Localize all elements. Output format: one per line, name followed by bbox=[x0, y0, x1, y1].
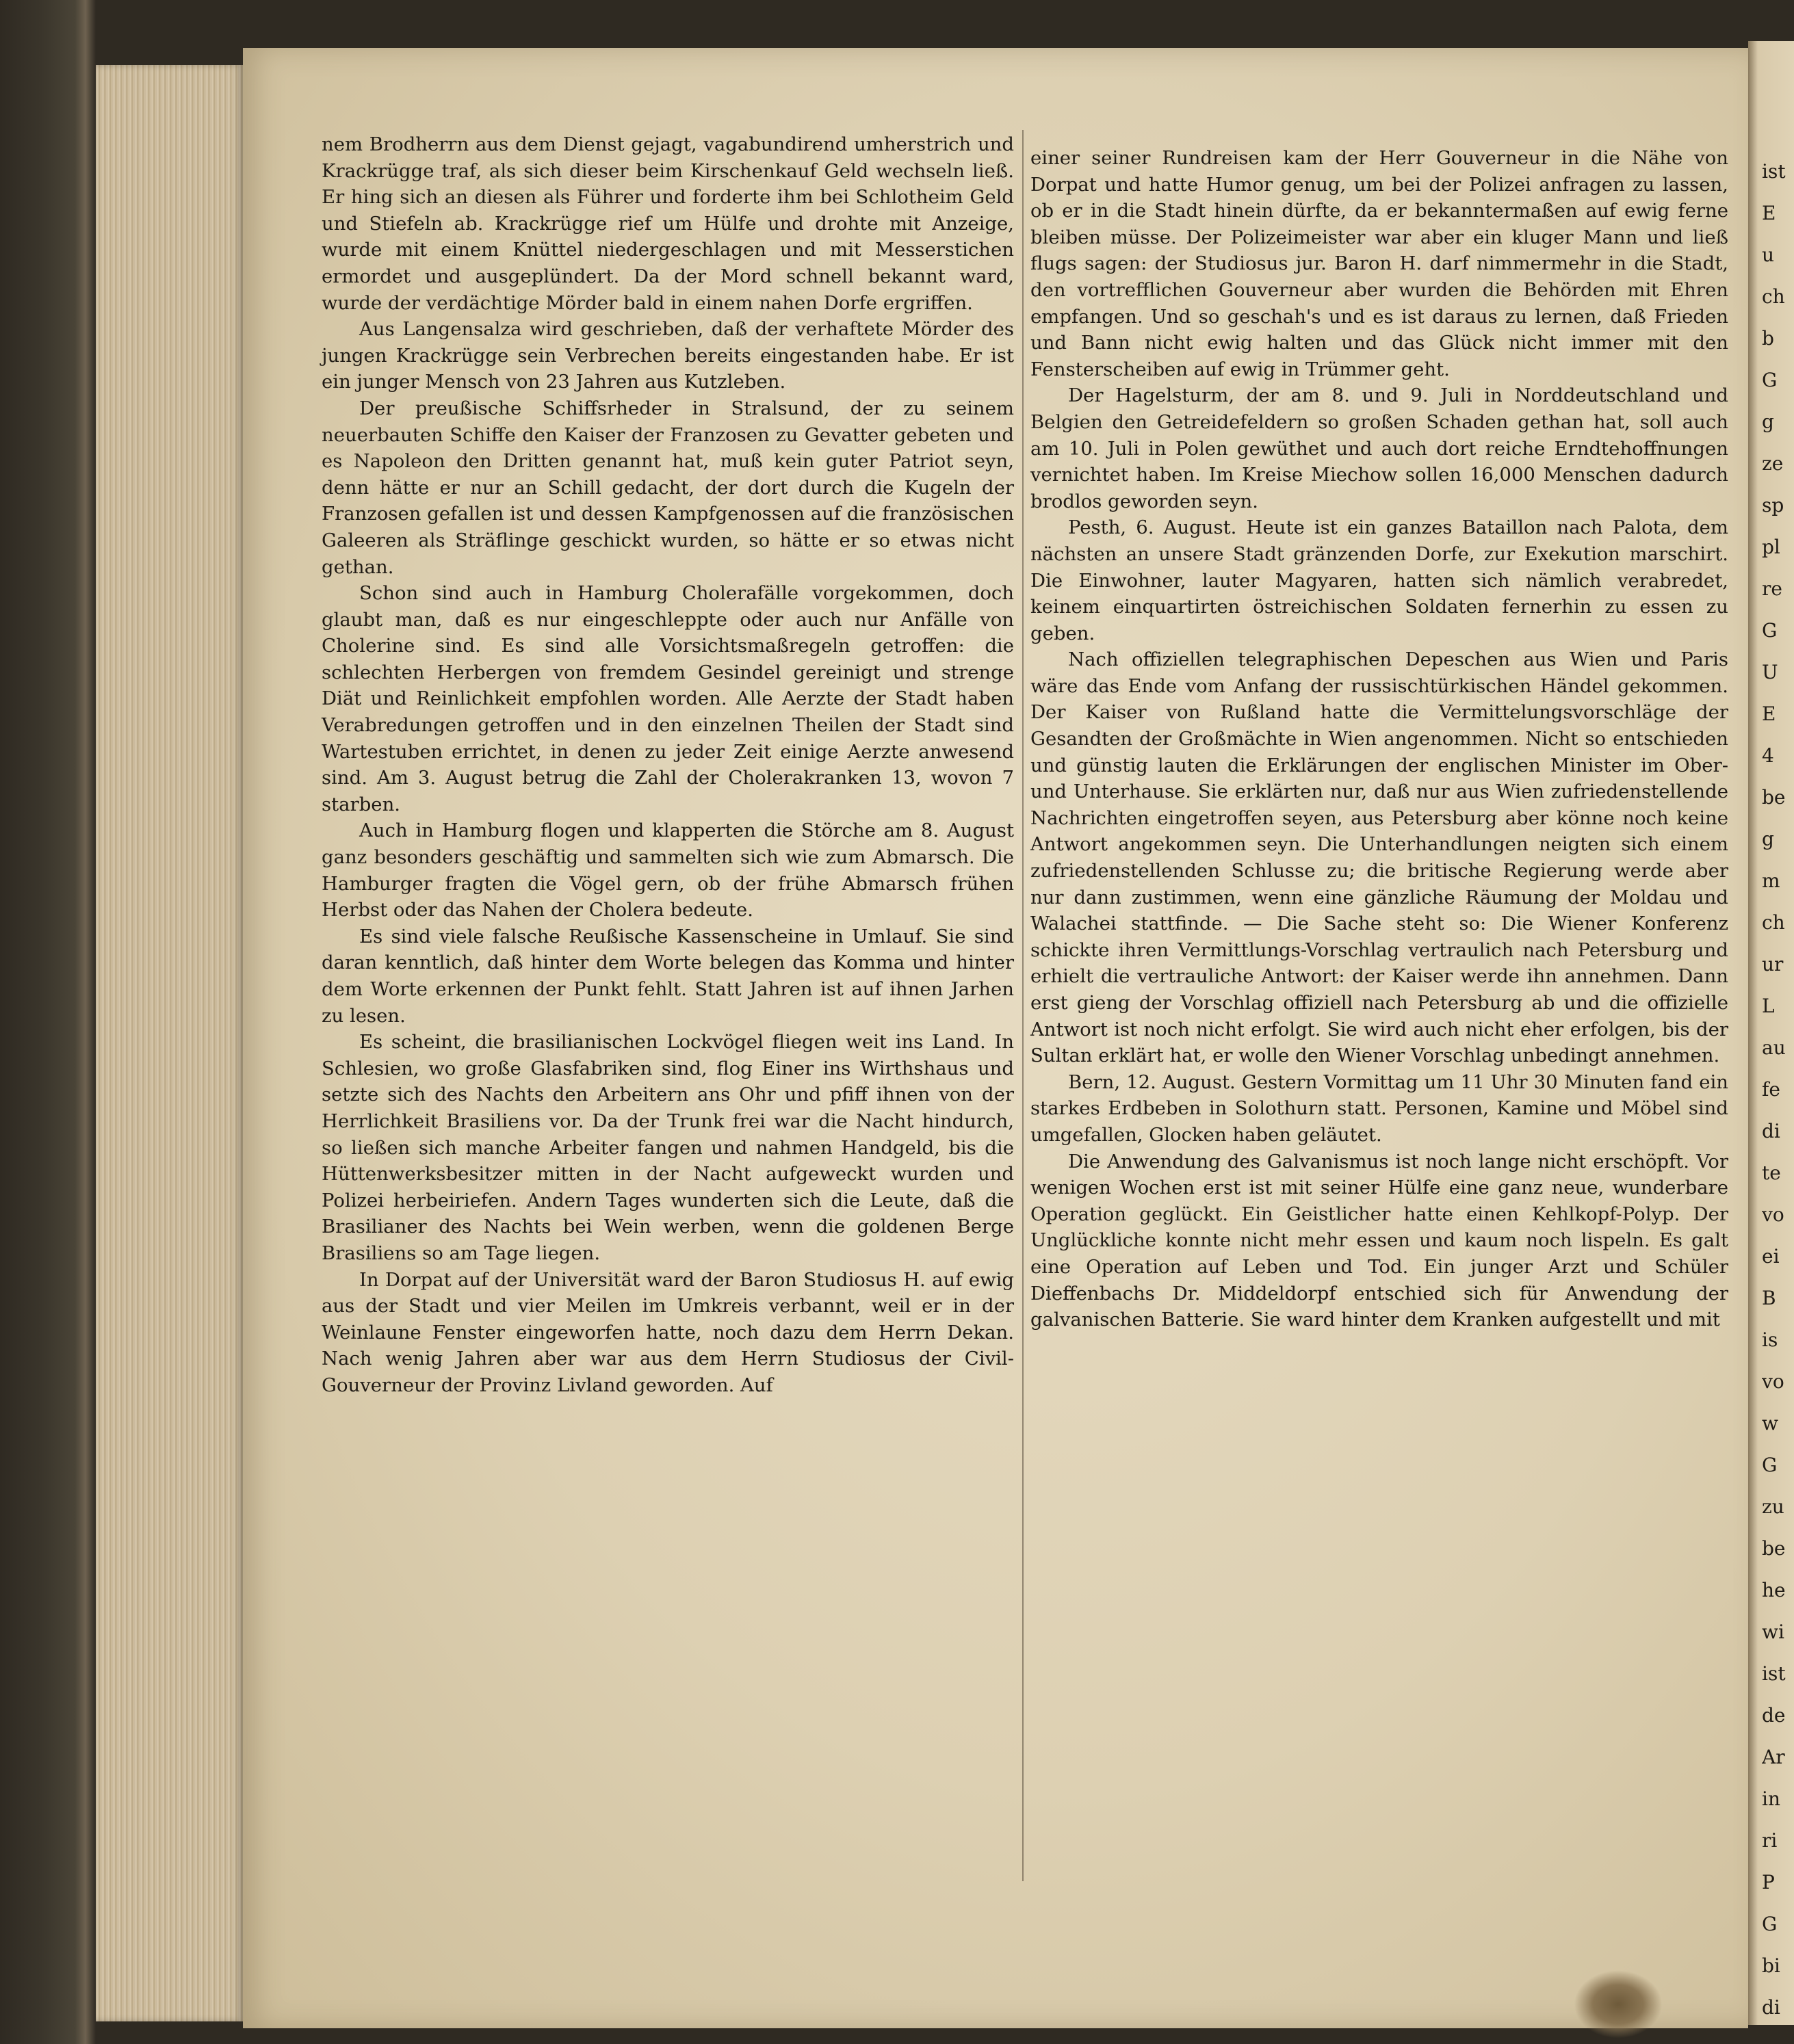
edge-fragment: wi bbox=[1762, 1621, 1784, 1643]
edge-fragment: E bbox=[1762, 703, 1776, 725]
edge-fragment: Ar bbox=[1762, 1746, 1785, 1768]
edge-fragment: di bbox=[1762, 1120, 1780, 1142]
edge-fragment: 4 bbox=[1762, 744, 1774, 767]
edge-fragment: au bbox=[1762, 1036, 1786, 1059]
edge-fragment: be bbox=[1762, 1537, 1786, 1560]
article-paragraph: Aus Langensalza wird geschrieben, daß der verhaftete Mörder des jungen Krackrügge sein Verbrechen bereits eingestanden habe. Er ist ein junger Mensch von 23 Jahren aus Kutzleben. bbox=[322, 318, 1014, 393]
right-text-column bbox=[1030, 145, 1728, 1333]
edge-fragment: G bbox=[1762, 1913, 1778, 1935]
edge-fragment: b bbox=[1762, 327, 1774, 350]
edge-fragment: fe bbox=[1762, 1078, 1780, 1101]
edge-fragment: vo bbox=[1762, 1370, 1784, 1393]
edge-fragment: is bbox=[1762, 1328, 1778, 1351]
left-text-column bbox=[322, 131, 1014, 1399]
edge-fragment: he bbox=[1762, 1579, 1786, 1601]
edge-fragment: sp bbox=[1762, 494, 1784, 516]
article-paragraph: Es scheint, die brasilianischen Lockvögel fliegen weit ins Land. In Schlesien, wo große Glasfabriken sind, flog Einer ins Wirthshaus und setzte sich des Nachts den Arbeitern ans Ohr und pfiff ihnen von der Herrlichkeit Brasiliens vor. Da der Trunk frei war die Nacht hindurch, so ließen sich manche Arbeiter fangen und nahmen Handgeld, bis die Hüttenwerksbesitzer mitten in der Nacht aufgeweckt wurden und Polizei herbeiriefen. Andern Tages wunderten sich die Leute, daß die Brasilianer des Nachts bei Wein werben, wenn die goldenen Berge Brasiliens so am Tage liegen. bbox=[322, 1031, 1014, 1264]
page-stack-edge bbox=[96, 65, 243, 2021]
edge-fragment: ur bbox=[1762, 953, 1784, 975]
edge-fragment: bi bbox=[1762, 1954, 1780, 1977]
article-paragraph: Pesth, 6. August. Heute ist ein ganzes Bataillon nach Palota, dem nächsten an unsere Stadt gränzenden Dorfe, zur Exekution marschirt. Die Einwohner, lauter Magyaren, hatten sich nämlich verabredet, keinem einquartirten östreichischen Soldaten fernerhin zu essen zu geben. bbox=[1030, 516, 1728, 644]
edge-fragment: be bbox=[1762, 786, 1786, 809]
edge-fragment: w bbox=[1762, 1412, 1778, 1434]
article-paragraph: Die Anwendung des Galvanismus ist noch lange nicht erschöpft. Vor wenigen Wochen erst ist mit seiner Hülfe eine ganz neue, wunderbare Operation geglückt. Ein Geistlicher hatte einen Kehlkopf-Polyp. Der Unglückliche konnte nicht mehr essen und kaum noch lispeln. Es galt eine Operation auf Leben und Tod. Ein junger Arzt und Schüler Dieffenbachs Dr. Middeldorpf entschied sich für Anwendung der galvanischen Batterie. Sie ward hinter dem Kranken aufgestellt und mit bbox=[1030, 1150, 1728, 1331]
article-paragraph: Auch in Hamburg flogen und klapperten die Störche am 8. August ganz besonders geschäftig und sammelten sich wie zum Abmarsch. Die Hamburger fragten die Vögel gern, ob der frühe Abmarsch frühen Herbst oder das Nahen der Cholera bedeute. bbox=[322, 820, 1014, 921]
edge-fragment: G bbox=[1762, 1454, 1778, 1476]
edge-fragment: ist bbox=[1762, 160, 1786, 183]
edge-fragment: L bbox=[1762, 995, 1775, 1017]
edge-fragment: ri bbox=[1762, 1829, 1778, 1852]
article-paragraph: Der Hagelsturm, der am 8. und 9. Juli in Norddeutschland und Belgien den Getreidefeldern so großen Schaden gethan hat, soll auch am 10. Juli in Polen gewüthet und auch dort reiche Erndtehoffnungen vernichtet haben. Im Kreise Miechow sollen 16,000 Menschen dadurch brodlos geworden seyn. bbox=[1030, 384, 1728, 512]
edge-fragment: u bbox=[1762, 244, 1775, 266]
edge-fragment: ch bbox=[1762, 285, 1785, 308]
edge-fragment: G bbox=[1762, 369, 1778, 391]
edge-fragment: zu bbox=[1762, 1495, 1784, 1518]
paper-stain bbox=[1574, 1970, 1663, 2039]
edge-fragment: B bbox=[1762, 1287, 1776, 1309]
edge-fragment: re bbox=[1762, 577, 1782, 600]
article-paragraph: Der preußische Schiffsrheder in Stralsund, der zu seinem neuerbauten Schiffe den Kaiser der Franzosen zu Gevatter gebeten und es Napoleon den Dritten genannt hat, muß kein guter Patriot seyn, denn hätte er nur an Schill gedacht, der dort durch die Kugeln der Franzosen gefallen ist und dessen Kampfgenossen auf die französischen Galeeren als Sträflinge geschickt wurden, so hätte er so etwas nicht gethan. bbox=[322, 397, 1014, 578]
edge-fragment: g bbox=[1762, 410, 1774, 433]
article-paragraph: Nach offiziellen telegraphischen Depeschen aus Wien und Paris wäre das Ende vom Anfang der russischtürkischen Händel gekommen. Der Kaiser von Rußland hatte die Vermittelungsvorschläge der Gesandten der Großmächte in Wien angenommen. Nicht so entschieden und günstig lauten die Erklärungen der englischen Minister im Ober- und Unterhause. Sie erklärten nur, daß nur aus Wien zufriedenstellende Nachrichten eingetroffen seyen, aus Petersburg aber könne noch keine Antwort angekommen seyn. Die Unterhandlungen neigten sich einem zufriedenstellenden Schlusse zu; die britische Regierung werde aber nur dann zustimmen, wenn eine gänzliche Räumung der Moldau und Walachei stattfinde. — Die Sache steht so: Die Wiener Konferenz schickte ihren Vermittlungs-Vorschlag vertraulich nach Petersburg und erhielt die vertrauliche Antwort: der Kaiser werde ihn annehmen. Dann erst gieng der Vorschlag offiziell nach Petersburg ab und die offizielle Antwort ist noch nicht erfolgt. Sie wird auch nicht eher erfolgen, bis der Sultan erklärt hat, er wolle den Wiener Vorschlag unbedingt annehmen. bbox=[1030, 648, 1728, 1067]
edge-fragment: te bbox=[1762, 1162, 1781, 1184]
facing-page-text-fragments bbox=[1762, 150, 1794, 2028]
edge-fragment: de bbox=[1762, 1704, 1786, 1727]
edge-fragment: vo bbox=[1762, 1203, 1784, 1226]
edge-fragment: ist bbox=[1762, 1662, 1786, 1685]
article-paragraph: Es sind viele falsche Reußische Kassenscheine in Umlauf. Sie sind daran kenntlich, daß hinter dem Worte belegen das Komma und hinter dem Worte erkennen der Punkt fehlt. Statt Jahren ist auf ihnen Jarhen zu lesen. bbox=[322, 925, 1014, 1027]
edge-fragment: E bbox=[1762, 202, 1776, 224]
edge-fragment: di bbox=[1762, 1996, 1780, 2019]
edge-fragment: m bbox=[1762, 869, 1780, 892]
edge-fragment: g bbox=[1762, 828, 1774, 850]
edge-fragment: ch bbox=[1762, 911, 1785, 934]
article-paragraph: Schon sind auch in Hamburg Cholerafälle vorgekommen, doch glaubt man, daß es nur eingeschleppte oder auch nur Anfälle von Cholerine sind. Es sind alle Vorsichtsmaßregeln getroffen: die schlechten Herbergen von fremdem Gesindel gereinigt und strenge Diät und Reinlichkeit empfohlen worden. Alle Aerzte der Stadt haben Verabredungen getroffen und in den einzelnen Theilen der Stadt sind Wartestuben errichtet, in denen zu jeder Zeit einige Aerzte anwesend sind. Am 3. August betrug die Zahl der Cholerakranken 13, wovon 7 starben. bbox=[322, 582, 1014, 815]
article-paragraph: In Dorpat auf der Universität ward der Baron Studiosus H. auf ewig aus der Stadt und vier Meilen im Umkreis verbannt, weil er in der Weinlaune Fenster eingeworfen hatte, noch dazu dem Herrn Dekan. Nach wenig Jahren aber war aus dem Herrn Studiosus der Civil-Gouverneur der Provinz Livland geworden. Auf bbox=[322, 1268, 1014, 1396]
edge-fragment: in bbox=[1762, 1787, 1780, 1810]
article-paragraph: einer seiner Rundreisen kam der Herr Gouverneur in die Nähe von Dorpat und hatte Humor genug, um bei der Polizei anfragen zu lassen, ob er in die Stadt hinein dürfte, da er bekanntermaßen auf ewig ferne bleiben müsse. Der Polizeimeister war aber ein kluger Mann und ließ flugs sagen: der Studiosus jur. Baron H. darf nimmermehr in die Stadt, den vortrefflichen Gouverneur aber wurden die Behörden mit Ehren empfangen. Und so geschah's und es ist daraus zu lernen, daß Frieden und Bann nicht ewig halten und das Glück nicht immer mit den Fensterscheiben auf ewig in Trümmer geht. bbox=[1030, 147, 1728, 380]
edge-fragment: pl bbox=[1762, 536, 1780, 558]
edge-fragment: P bbox=[1762, 1871, 1775, 1894]
edge-fragment: G bbox=[1762, 619, 1778, 642]
article-paragraph: Bern, 12. August. Gestern Vormittag um 11 Uhr 30 Minuten fand ein starkes Erdbeben in Solothurn statt. Personen, Kamine und Möbel sind umgefallen, Glocken haben geläutet. bbox=[1030, 1071, 1728, 1146]
column-divider bbox=[1022, 130, 1024, 1881]
edge-fragment: ze bbox=[1762, 452, 1784, 475]
edge-fragment: ei bbox=[1762, 1245, 1780, 1268]
article-paragraph: nem Brodherrn aus dem Dienst gejagt, vagabundirend umherstrich und Krackrügge traf, als sich dieser beim Kirschenkauf Geld wechseln ließ. Er hing sich an diesen als Führer und forderte ihm bei Schlotheim Geld und Stiefeln ab. Krackrügge rief um Hülfe und drohte mit Anzeige, wurde mit einem Knüttel niedergeschlagen und mit Messerstichen ermordet und ausgeplündert. Da der Mord schnell bekannt ward, wurde der verdächtige Mörder bald in einem nahen Dorfe ergriffen. bbox=[322, 133, 1014, 314]
edge-fragment: U bbox=[1762, 661, 1778, 683]
